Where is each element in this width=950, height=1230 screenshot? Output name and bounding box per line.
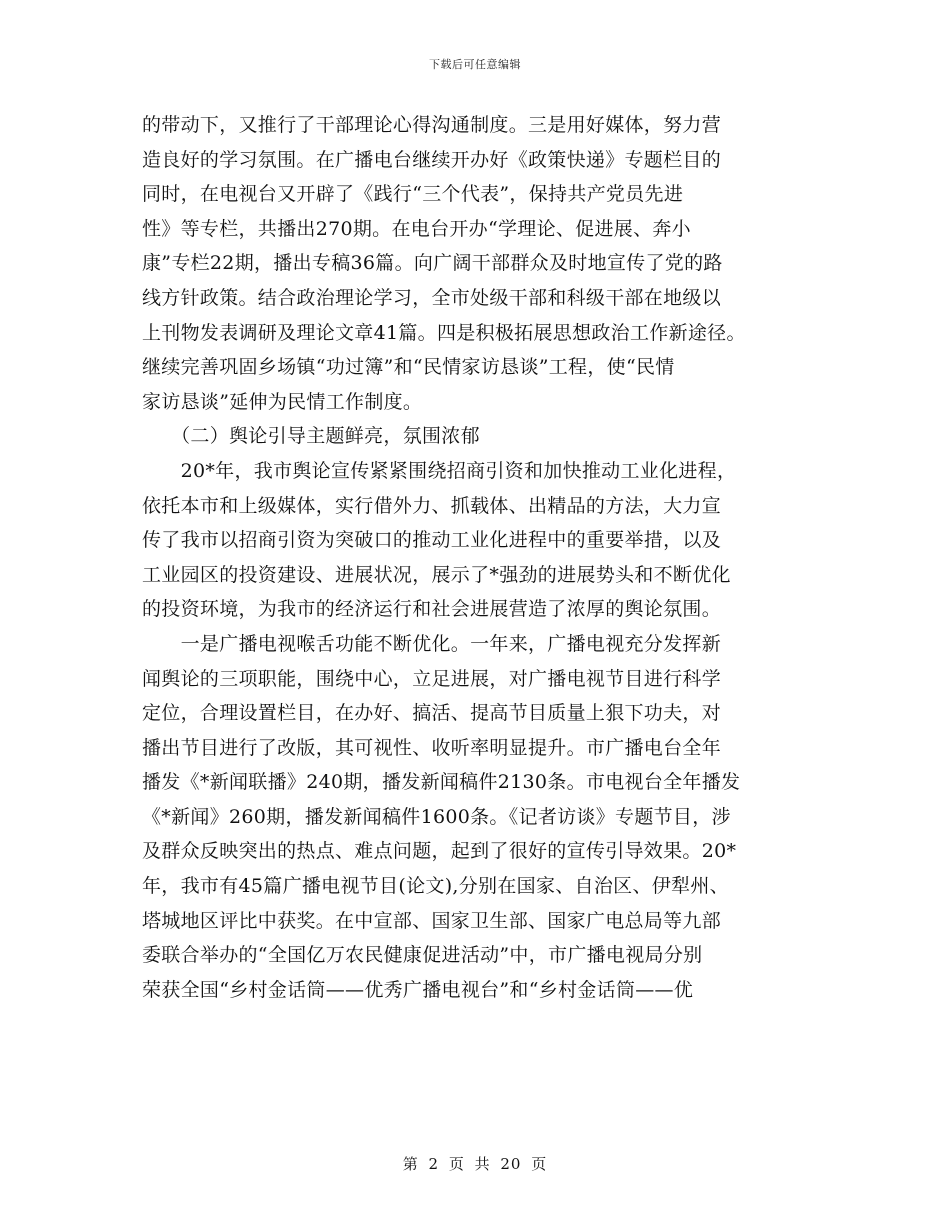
text-line: 20*年，我市舆论宣传紧紧围绕招商引资和加快推动工业化进程， bbox=[142, 459, 737, 482]
document-body bbox=[142, 108, 812, 1007]
header-note: 下载后可任意编辑 bbox=[429, 58, 521, 71]
text-line: 闻舆论的三项职能，围绕中心，立足进展，对广播电视节目进行科学 bbox=[142, 667, 722, 690]
text-line: 及群众反映突出的热点、难点问题，起到了很好的宣传引导效果。20* bbox=[142, 840, 737, 863]
text-line: 定位，合理设置栏目，在办好、搞活、提高节目质量上狠下功夫，对 bbox=[142, 702, 722, 725]
text-line: 同时，在电视台又开辟了《践行“三个代表”，保持共产党员先进 bbox=[142, 183, 684, 206]
text-line: 康”专栏22期，播出专稿36篇。向广阔干部群众及时地宣传了党的路 bbox=[142, 252, 723, 275]
text-line: 传了我市以招商引资为突破口的推动工业化进程中的重要举措，以及 bbox=[142, 529, 722, 552]
text-line: 造良好的学习氛围。在广播电台继续开办好《政策快递》专题栏目的 bbox=[142, 148, 722, 171]
text-line: 的投资环境，为我市的经济运行和社会进展营造了浓厚的舆论氛围。 bbox=[142, 598, 722, 621]
text-line: 年，我市有45篇广播电视节目(论文),分别在国家、自治区、伊犁州、 bbox=[142, 875, 729, 898]
text-line: 荣获全国“乡村金话筒——优秀广播电视台”和“乡村金话筒——优 bbox=[142, 978, 694, 1001]
text-line: 上刊物发表调研及理论文章41篇。四是积极拓展思想政治工作新途径。 bbox=[142, 321, 746, 344]
section-heading: （二）舆论引导主题鲜亮，氛围浓郁 bbox=[142, 425, 480, 448]
text-line: 播出节目进行了改版，其可视性、收听率明显提升。市广播电台全年 bbox=[142, 736, 722, 759]
text-line: 塔城地区评比中获奖。在中宣部、国家卫生部、国家广电总局等九部 bbox=[142, 909, 722, 932]
text-line: 性》等专栏，共播出270期。在电台开办“学理论、促进展、奔小 bbox=[142, 217, 691, 240]
text-line: 《*新闻》260期，播发新闻稿件1600条。《记者访谈》专题节目，涉 bbox=[142, 805, 731, 828]
text-line: 的带动下，又推行了干部理论心得沟通制度。三是用好媒体，努力营 bbox=[142, 114, 722, 136]
text-line: 家访恳谈”延伸为民情工作制度。 bbox=[142, 390, 423, 413]
text-line: 依托本市和上级媒体，实行借外力、抓载体、出精品的方法，大力宣 bbox=[142, 494, 722, 517]
text-line: 委联合举办的“全国亿万农民健康促进活动”中，市广播电视局分别 bbox=[142, 944, 703, 967]
text-line: 继续完善巩固乡场镇“功过簿”和“民情家访恳谈”工程，使“民情 bbox=[142, 356, 675, 379]
text-line: 一是广播电视喉舌功能不断优化。一年来，广播电视充分发挥新 bbox=[142, 632, 722, 655]
text-line: 播发《*新闻联播》240期，播发新闻稿件2130条。市电视台全年播发 bbox=[142, 771, 741, 794]
text-line: 工业园区的投资建设、进展状况，展示了*强劲的进展势头和不断优化 bbox=[142, 563, 731, 586]
page-number: 第 2 页 共 20 页 bbox=[402, 1155, 548, 1173]
text-line: 线方针政策。结合政治理论学习，全市处级干部和科级干部在地级以 bbox=[142, 286, 722, 309]
